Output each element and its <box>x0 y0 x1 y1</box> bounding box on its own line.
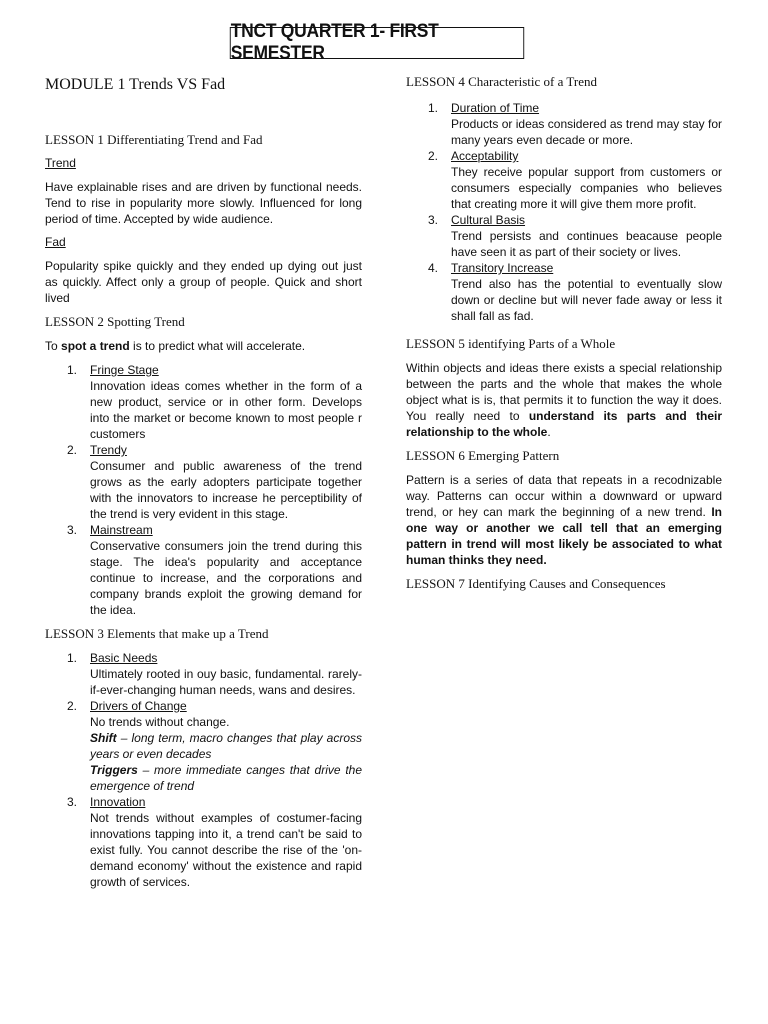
item-number: 1. <box>67 363 78 377</box>
shift-text: – long term, macro changes that play across years or even decades <box>90 731 362 761</box>
lesson-3-title: LESSON 3 Elements that make up a Trend <box>45 626 269 641</box>
list-item <box>45 522 362 618</box>
fad-definition: Popularity spike quickly and they ended up dying out just as quickly. Affect only a group of people. Quick and short lived <box>45 259 362 305</box>
item-text: Conservative consumers join the trend during this stage. The idea's popularity and acceptance continue to increase, and the corporations and company brands exploit the growing demand for the idea. <box>90 539 362 617</box>
intro-prefix: To <box>45 339 62 353</box>
left-column <box>45 70 362 898</box>
item-text: Trend also has the potential to eventually slow down or decline but will never fade away or less it shall fall as fad. <box>451 277 722 323</box>
lesson-2-list <box>45 362 362 618</box>
item-text: Ultimately rooted in ouy basic, fundamental. rarely-if-ever-changing human needs, wans and desires. <box>90 667 362 697</box>
shift-label: Shift <box>90 731 117 745</box>
lesson-5-text <box>406 360 722 440</box>
lesson-5-body: Within objects and ideas there exists a special relationship between the parts and the whole that makes the whole object what is is, that permits it to function the way it does. You really need to <box>406 361 722 423</box>
list-item <box>45 362 362 442</box>
list-item <box>406 260 722 324</box>
trend-heading: Trend <box>45 156 76 170</box>
lesson-6-title: LESSON 6 Emerging Pattern <box>406 448 560 463</box>
triggers-text: – more immediate canges that drive the emergence of trend <box>90 763 362 793</box>
item-title: Transitory Increase <box>451 261 554 275</box>
item-title: Acceptability <box>451 149 519 163</box>
list-item <box>45 650 362 698</box>
item-text: They receive popular support from customers or consumers especially companies who believes that creating more it will give them more profit. <box>451 165 722 211</box>
trend-definition: Have explainable rises and are driven by functional needs. Tend to rise in popularity more slowly. Influenced for long period of time. Accepted by wide audience. <box>45 180 362 226</box>
item-number: 2. <box>428 149 439 163</box>
intro-bold: spot a trend <box>61 339 130 353</box>
item-number: 3. <box>428 213 439 227</box>
item-text: Innovation ideas comes whether in the form of a new product, service or in other form. Develops into the market or become known to most people r customers <box>90 379 362 441</box>
item-title: Drivers of Change <box>90 699 187 713</box>
item-title: Basic Needs <box>90 651 158 665</box>
list-item <box>406 148 722 212</box>
lesson-1-title: LESSON 1 Differentiating Trend and Fad <box>45 132 263 147</box>
item-text: Products or ideas considered as trend may stay for many years even decade or more. <box>451 117 722 147</box>
item-number: 4. <box>428 261 439 275</box>
page-title: TNCT QUARTER 1- FIRST SEMESTER <box>230 27 524 59</box>
item-title: Mainstream <box>90 523 153 537</box>
lesson-6-body: Pattern is a series of data that repeats in a recodnizable way. Patterns can occur within a downward or upward trend, or hey can mark the beginning of a new trend. <box>406 473 722 519</box>
fad-heading: Fad <box>45 235 66 249</box>
lesson-3-list <box>45 650 362 890</box>
item-title: Fringe Stage <box>90 363 159 377</box>
intro-suffix: is to predict what will accelerate. <box>129 339 306 353</box>
list-item <box>45 794 362 890</box>
lesson-2-title: LESSON 2 Spotting Trend <box>45 314 185 329</box>
triggers-label: Triggers <box>90 763 138 777</box>
lesson-5-end: . <box>547 425 551 439</box>
lesson-5-title: LESSON 5 identifying Parts of a Whole <box>406 336 616 351</box>
lesson-5-bold: understand its parts and their relationship to the whole <box>406 409 723 439</box>
item-title: Trendy <box>90 443 127 457</box>
lesson-4-list <box>406 100 722 324</box>
item-number: 2. <box>67 699 78 713</box>
shift-definition <box>90 730 362 762</box>
item-number: 3. <box>67 795 78 809</box>
list-item <box>45 698 362 794</box>
list-item <box>406 212 722 260</box>
item-title: Cultural Basis <box>451 213 526 227</box>
lesson-7-title: LESSON 7 Identifying Causes and Consequences <box>406 576 666 591</box>
item-text: Not trends without examples of costumer-facing innovations tapping into it, a trend can't be said to exist fully. You cannot describe the rise of the 'on-demand economy' without the existence and rapid growth of services. <box>90 811 362 889</box>
lesson-2-intro <box>45 338 362 354</box>
item-number: 3. <box>67 523 78 537</box>
item-text: No trends without change. <box>90 715 230 729</box>
item-number: 1. <box>428 101 439 115</box>
lesson-4-title: LESSON 4 Characteristic of a Trend <box>406 74 598 89</box>
module-title: MODULE 1 Trends VS Fad <box>45 76 226 93</box>
triggers-definition <box>90 762 362 794</box>
item-text: Consumer and public awareness of the trend grows as the early adopters participate together with the innovators to increase he perceptibility of the trend is very evident in this stage. <box>90 459 362 521</box>
right-column <box>406 74 722 600</box>
item-number: 1. <box>67 651 78 665</box>
lesson-6-bold: In one way or another we call tell that an emerging pattern in trend will most likely be associated to what human thinks they need. <box>406 505 722 567</box>
lesson-6-text <box>406 472 722 568</box>
list-item <box>406 100 722 148</box>
item-title: Duration of Time <box>451 101 540 115</box>
item-text: Trend persists and continues beacause people have seen it as part of their society or lives. <box>451 229 722 259</box>
list-item <box>45 442 362 522</box>
item-title: Innovation <box>90 795 146 809</box>
item-number: 2. <box>67 443 78 457</box>
